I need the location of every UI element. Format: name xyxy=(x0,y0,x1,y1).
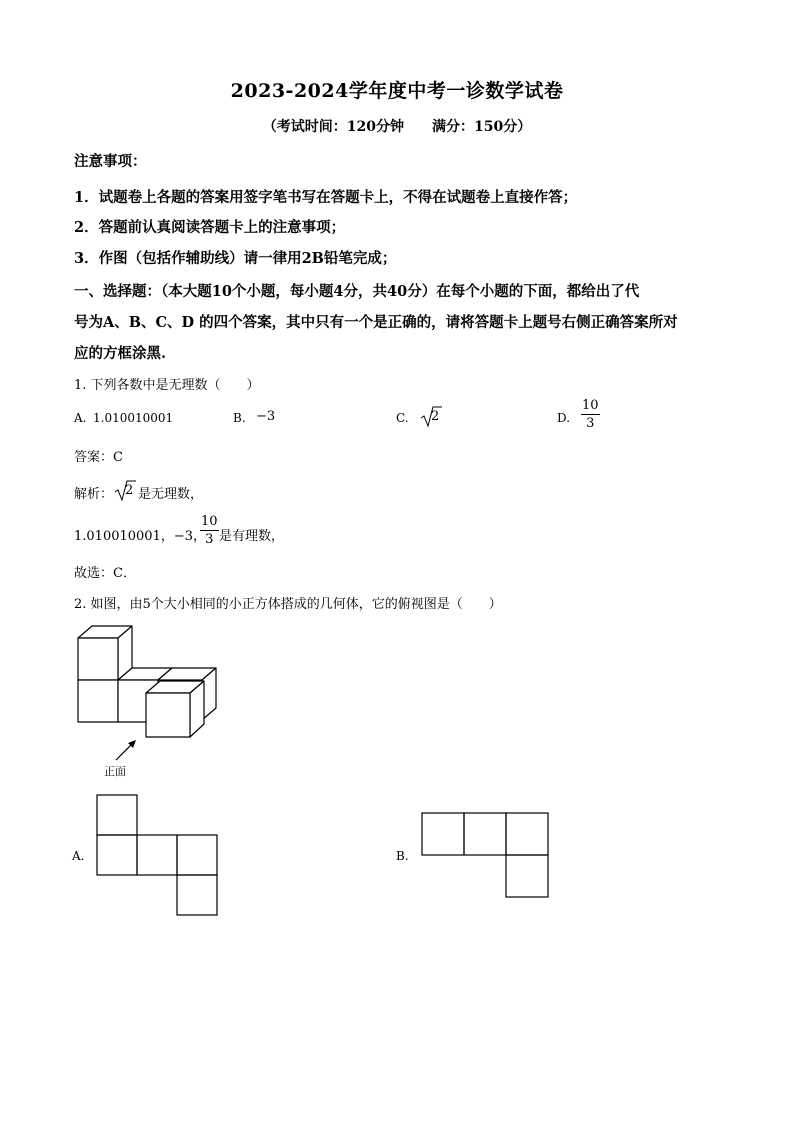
notes-heading: 注意事项： xyxy=(74,153,147,170)
fraction-denominator: 3 xyxy=(205,532,214,547)
section1-line-3: 应的方框涂黑. xyxy=(74,345,167,362)
section1-line-2: 号为A、B、C、D 的四个答案，其中只有一个是正确的，请将答题卡上题号右侧正确答案所对 xyxy=(74,314,678,331)
q1-option-b-value: −3 xyxy=(256,409,276,424)
q1-line2-prefix: 1.010010001，−3， xyxy=(74,529,207,544)
q1-option-d-fraction xyxy=(581,399,600,430)
q1-line2-fraction xyxy=(200,515,219,546)
q1-stem: 1. 下列各数中是无理数（ ） xyxy=(74,378,260,393)
exam-title: 2023-2024学年度中考一诊数学试卷 xyxy=(230,80,564,102)
q2-option-b-grid xyxy=(421,812,553,902)
q1-option-a-value: 1.010010001 xyxy=(93,411,174,425)
q2-option-a-grid xyxy=(96,794,220,918)
cube-figure xyxy=(70,620,230,750)
q1-analysis-suffix: 是无理数， xyxy=(138,487,204,502)
q1-option-d-label: D. xyxy=(557,411,571,425)
note-item-2: 2．答题前认真阅读答题卡上的注意事项； xyxy=(74,219,346,236)
q1-option-b-label: B. xyxy=(233,411,246,425)
q1-option-c-label: C. xyxy=(396,411,409,425)
q1-conclusion: 故选：C． xyxy=(74,566,136,581)
fraction-numerator: 10 xyxy=(201,514,218,529)
note-item-3: 3．作图（包括作辅助线）请一律用2B铅笔完成； xyxy=(74,250,397,267)
q2-option-a-label: A. xyxy=(72,849,85,863)
q1-analysis-radicand: 2 xyxy=(125,483,134,498)
q1-option-a-label: A. xyxy=(74,411,87,425)
q1-analysis-prefix: 解析： xyxy=(74,487,114,502)
exam-subtitle: （考试时间：120分钟 满分：150分） xyxy=(262,119,532,135)
q2-stem: 2. 如图，由5个大小相同的小正方体搭成的几何体，它的俯视图是（ ） xyxy=(74,597,502,612)
arrow-icon xyxy=(114,738,140,762)
fraction-denominator: 3 xyxy=(586,416,595,431)
note-item-1: 1．试题卷上各题的答案用签字笔书写在答题卡上，不得在试题卷上直接作答； xyxy=(74,189,578,206)
q2-option-b-label: B. xyxy=(396,849,409,863)
q1-line2-suffix: 是有理数， xyxy=(219,529,285,544)
q1-option-c-radicand: 2 xyxy=(431,409,440,424)
front-label: 正面 xyxy=(104,765,126,778)
q1-answer: 答案：C xyxy=(74,450,123,465)
section1-line-1: 一、选择题：（本大题10个小题，每小题4分，共40分）在每个小题的下面，都给出了代 xyxy=(74,283,640,300)
fraction-numerator: 10 xyxy=(582,398,599,413)
